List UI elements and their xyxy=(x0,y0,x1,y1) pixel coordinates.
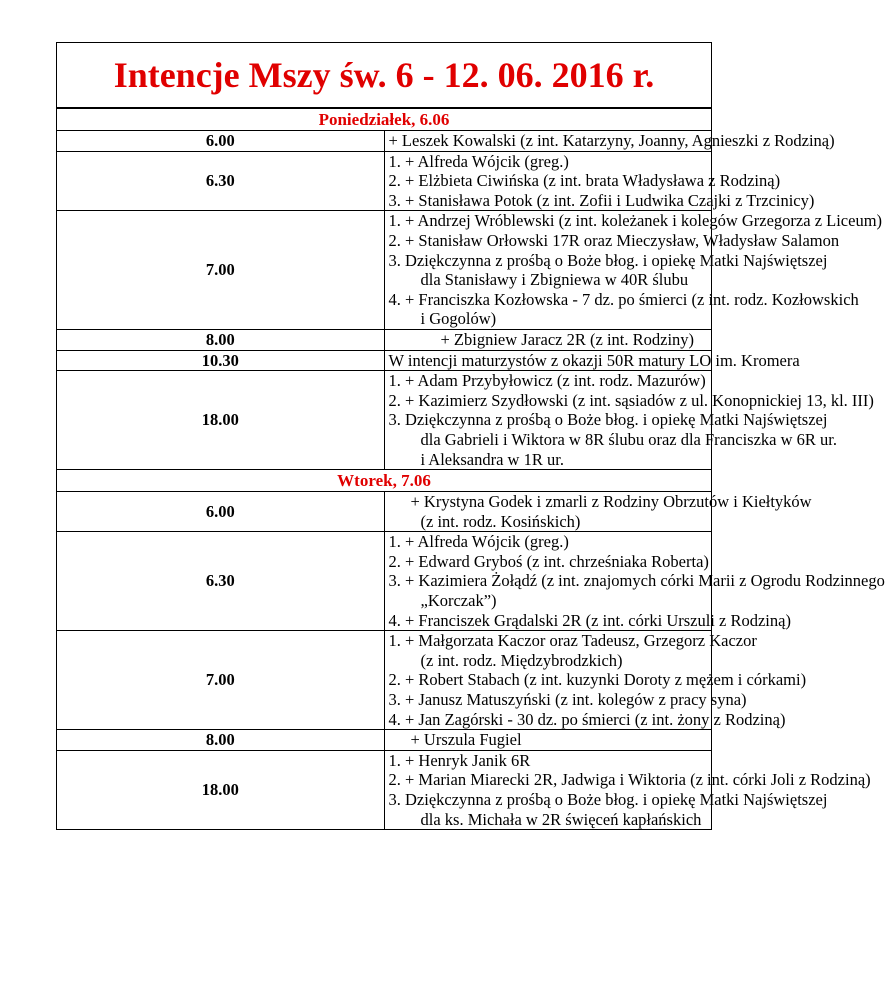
day-label: Wtorek, 7.06 xyxy=(57,470,712,492)
mass-row xyxy=(57,350,712,371)
intention-line: W intencji maturzystów z okazji 50R matury LO im. Kromera xyxy=(388,350,800,370)
title-box xyxy=(56,42,712,108)
mass-time: 7.00 xyxy=(57,211,385,330)
intention-line: 2. + Elżbieta Ciwińska (z int. brata Władysława z Rodziną) xyxy=(388,171,781,191)
intention-line: 2. + Edward Gryboś (z int. chrześniaka Roberta) xyxy=(388,551,709,571)
mass-time: 6.00 xyxy=(57,492,385,532)
mass-intentions xyxy=(384,131,835,152)
intention-line: 1. + Andrzej Wróblewski (z int. koleżanek i kolegów Grzegorza z Liceum) xyxy=(388,211,883,231)
intention-line: 1. + Adam Przybyłowicz (z int. rodz. Mazurów) xyxy=(388,371,706,391)
mass-row xyxy=(57,730,712,751)
intention-line: dla Stanisławy i Zbigniewa w 40R ślubu xyxy=(420,270,689,290)
intention-line: 3. Dziękczynna z prośbą o Boże błog. i opiekę Matki Najświętszej xyxy=(388,410,828,430)
intention-line: dla ks. Michała w 2R święceń kapłańskich xyxy=(420,809,702,829)
mass-row xyxy=(57,532,712,631)
mass-time: 7.00 xyxy=(57,631,385,730)
mass-row xyxy=(57,211,712,330)
day-header-row xyxy=(57,109,712,131)
mass-row xyxy=(57,151,712,211)
intention-line: 4. + Jan Zagórski - 30 dz. po śmierci (z int. żony z Rodziną) xyxy=(388,709,786,729)
mass-time: 6.30 xyxy=(57,151,385,211)
mass-intentions xyxy=(384,492,812,532)
mass-row xyxy=(57,131,712,152)
mass-row xyxy=(57,329,712,350)
mass-row xyxy=(57,492,712,532)
mass-time: 18.00 xyxy=(57,750,385,829)
mass-row xyxy=(57,750,712,829)
intention-line: 3. Dziękczynna z prośbą o Boże błog. i opiekę Matki Najświętszej xyxy=(388,250,828,270)
day-label: Poniedziałek, 6.06 xyxy=(57,109,712,131)
intention-line: (z int. rodz. Międzybrodzkich) xyxy=(420,650,623,670)
intention-line: + Leszek Kowalski (z int. Katarzyny, Joanny, Agnieszki z Rodziną) xyxy=(388,131,835,150)
mass-row xyxy=(57,631,712,730)
mass-time: 6.00 xyxy=(57,131,385,152)
intention-line: 3. + Kazimiera Żołądź (z int. znajomych córki Marii z Ogrodu Rodzinnego xyxy=(388,571,885,591)
intention-line: i Gogolów) xyxy=(420,309,497,329)
intention-line: „Korczak”) xyxy=(420,591,497,611)
mass-time: 8.00 xyxy=(57,329,385,350)
mass-time: 6.30 xyxy=(57,532,385,631)
mass-time: 8.00 xyxy=(57,730,385,751)
day-header-row xyxy=(57,470,712,492)
schedule-frame xyxy=(56,42,885,830)
intention-line: (z int. rodz. Kosińskich) xyxy=(420,511,581,531)
mass-intentions xyxy=(384,371,874,470)
intention-line: 2. + Robert Stabach (z int. kuzynki Doroty z mężem i córkami) xyxy=(388,670,807,690)
mass-intentions xyxy=(384,329,712,350)
intention-line: + Zbigniew Jaracz 2R (z int. Rodziny) xyxy=(440,329,695,349)
mass-time: 10.30 xyxy=(57,350,385,371)
mass-intentions xyxy=(384,151,815,211)
intention-line: i Aleksandra w 1R ur. xyxy=(420,449,564,469)
intention-line: 3. + Stanisława Potok (z int. Zofii i Ludwika Czajki z Trzcinicy) xyxy=(388,190,815,210)
intention-line: 4. + Franciszka Kozłowska - 7 dz. po śmierci (z int. rodz. Kozłowskich xyxy=(388,289,859,309)
schedule-table xyxy=(56,108,885,830)
mass-row xyxy=(57,371,712,470)
intention-line: dla Gabrieli i Wiktora w 8R ślubu oraz dla Franciszka w 6R ur. xyxy=(420,429,837,449)
intention-line: 3. Dziękczynna z prośbą o Boże błog. i opiekę Matki Najświętszej xyxy=(388,790,828,809)
mass-intentions xyxy=(384,350,800,371)
intention-line: 1. + Henryk Janik 6R xyxy=(388,750,531,770)
mass-intentions xyxy=(384,532,885,631)
intention-line: 2. + Stanisław Orłowski 17R oraz Mieczysław, Władysław Salamon xyxy=(388,230,840,250)
intention-line: 1. + Małgorzata Kaczor oraz Tadeusz, Grzegorz Kaczor xyxy=(388,631,757,651)
intention-line: 2. + Kazimierz Szydłowski (z int. sąsiadów z ul. Konopnickiej 13, kl. III) xyxy=(388,390,874,410)
intention-line: 1. + Alfreda Wójcik (greg.) xyxy=(388,151,569,171)
intention-line: 3. + Janusz Matuszyński (z int. kolegów z pracy syna) xyxy=(388,690,747,710)
intention-line: + Urszula Fugiel xyxy=(410,730,522,750)
intention-line: 4. + Franciszek Grądalski 2R (z int. córki Urszuli z Rodziną) xyxy=(388,610,791,630)
intention-line: 1. + Alfreda Wójcik (greg.) xyxy=(388,532,569,552)
mass-intentions xyxy=(384,631,807,730)
mass-time: 18.00 xyxy=(57,371,385,470)
mass-intentions xyxy=(384,750,871,829)
mass-intentions xyxy=(384,211,883,330)
intention-line: + Krystyna Godek i zmarli z Rodziny Obrzutów i Kiełtyków xyxy=(410,492,812,512)
page-title: Intencje Mszy św. 6 - 12. 06. 2016 r. xyxy=(113,55,655,95)
intention-line: 2. + Marian Miarecki 2R, Jadwiga i Wiktoria (z int. córki Joli z Rodziną) xyxy=(388,770,871,790)
mass-intentions xyxy=(384,730,712,751)
